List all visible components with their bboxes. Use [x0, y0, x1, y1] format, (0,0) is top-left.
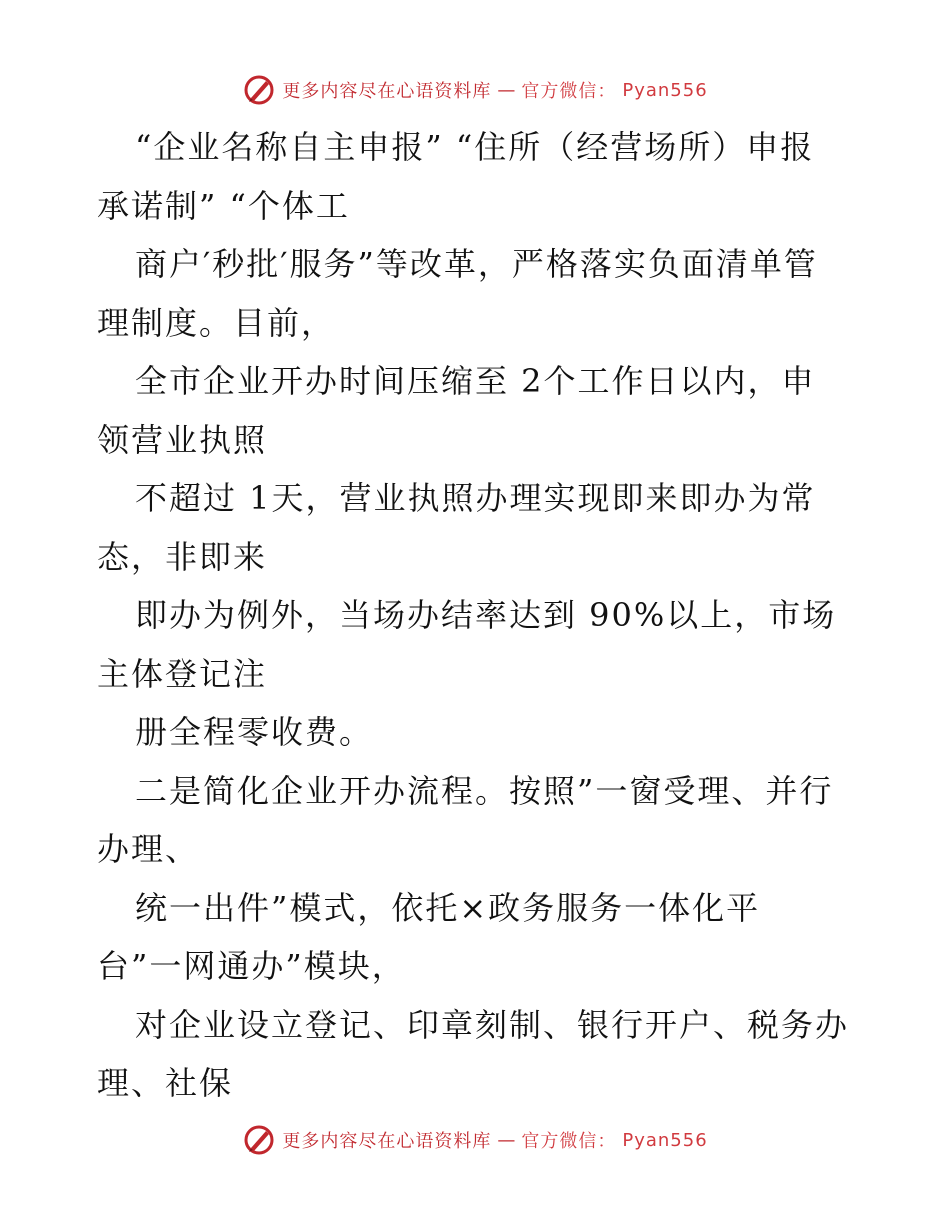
header-banner: [0, 70, 950, 110]
banner-dash: —: [497, 79, 516, 101]
text-line: 理制度。目前，: [97, 303, 336, 342]
document-body: [97, 118, 867, 1113]
text-line: 统一出件”模式，依托×政务服务一体化平: [135, 888, 761, 927]
text-line: 态，非即来: [97, 537, 268, 576]
wechat-id: Pyan556: [622, 1129, 708, 1151]
text-line: 不超过 1天，营业执照办理实现即来即办为常: [135, 479, 816, 517]
text-line: “企业名称自主申报” “住所（经营场所）申报: [135, 128, 815, 166]
pen-logo-icon: [242, 1123, 276, 1157]
wechat-label: 官方微信：: [521, 81, 617, 102]
wechat-id: Pyan556: [622, 79, 708, 101]
site-name: 更多内容尽在心语资料库: [282, 81, 492, 102]
text-line: 全市企业开办时间压缩至 2个工作日以内，申: [135, 362, 816, 400]
text-line: 承诺制” “个体工: [97, 186, 350, 225]
footer-banner: [0, 1120, 950, 1160]
pen-logo-icon: [242, 73, 276, 107]
text-line: 商户′秒批′服务”等改革，严格落实负面清单管: [135, 245, 818, 283]
text-line: 办理、: [97, 830, 200, 868]
wechat-label: 官方微信：: [521, 1131, 617, 1152]
text-line: 理、社保: [97, 1064, 234, 1102]
banner-dash: —: [497, 1129, 516, 1151]
text-line: 即办为例外，当场办结率达到 90%以上，市场: [135, 596, 837, 634]
site-name: 更多内容尽在心语资料库: [282, 1131, 492, 1152]
text-line: 对企业设立登记、印章刻制、银行开户、税务办: [135, 1005, 850, 1044]
text-line: 领营业执照: [97, 420, 268, 459]
text-line: 册全程零收费。: [135, 713, 374, 751]
text-line: 二是简化企业开办流程。按照”一窗受理、并行: [135, 771, 834, 810]
text-line: 主体登记注: [97, 654, 268, 693]
text-line: 台”一网通办”模块，: [97, 947, 406, 985]
